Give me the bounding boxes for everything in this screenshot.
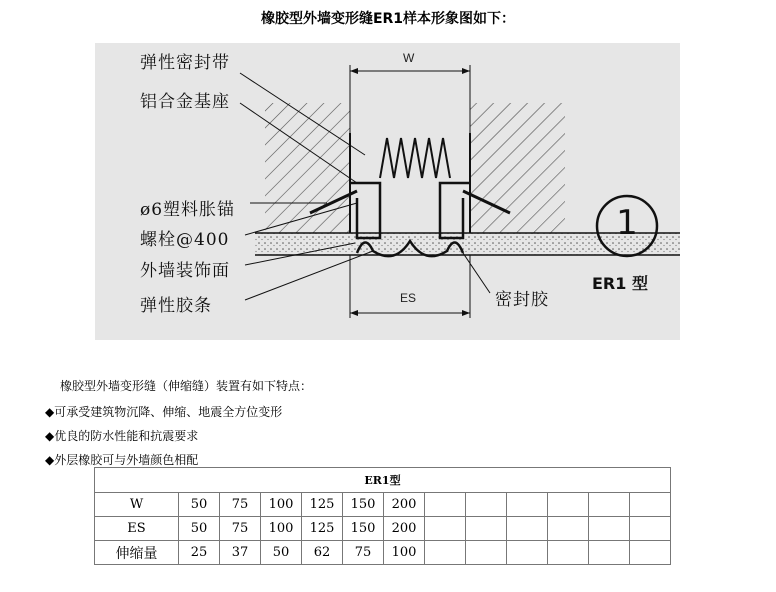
table-caption: ER1型	[95, 468, 671, 493]
table-row	[95, 517, 671, 541]
table-row	[95, 493, 671, 517]
empty-cell	[548, 517, 589, 541]
table-cell: 50	[179, 493, 220, 517]
table-cell: 100	[261, 517, 302, 541]
page-title: 橡胶型外墙变形缝ER1样本形象图如下：	[260, 11, 516, 27]
features-intro: 橡胶型外墙变形缝（伸缩缝）装置有如下特点：	[60, 379, 313, 393]
row-label: 伸缩量	[95, 541, 179, 565]
row-label: ES	[95, 517, 179, 541]
spec-table	[94, 467, 671, 565]
table-cell: 37	[220, 541, 261, 565]
empty-cell	[548, 493, 589, 517]
dimension-w-label: W	[403, 51, 415, 65]
empty-cell	[507, 493, 548, 517]
empty-cell	[507, 517, 548, 541]
table-cell: 75	[343, 541, 384, 565]
empty-cell	[548, 541, 589, 565]
empty-cell	[425, 541, 466, 565]
label-aluminum-base: 铝合金基座	[140, 92, 230, 112]
empty-cell	[630, 517, 671, 541]
table-cell: 50	[261, 541, 302, 565]
empty-cell	[466, 493, 507, 517]
dimension-es-label: ES	[400, 291, 417, 305]
empty-cell	[589, 493, 630, 517]
table-cell: 125	[302, 517, 343, 541]
table-cell: 50	[179, 517, 220, 541]
empty-cell	[466, 517, 507, 541]
label-rubber-strip: 弹性胶条	[140, 296, 212, 316]
label-plastic-anchor: ø6塑料胀锚	[140, 200, 236, 220]
feature-item: ◆可承受建筑物沉降、伸缩、地震全方位变形	[45, 405, 283, 419]
label-sealant: 密封胶	[495, 290, 549, 310]
table-cell: 75	[220, 493, 261, 517]
table-row	[95, 541, 671, 565]
er1-sample-drawing	[95, 43, 680, 340]
empty-cell	[466, 541, 507, 565]
feature-item: ◆优良的防水性能和抗震要求	[45, 429, 199, 443]
label-wall-finish: 外墙装饰面	[140, 261, 230, 281]
empty-cell	[425, 517, 466, 541]
empty-cell	[630, 541, 671, 565]
table-cell: 200	[384, 517, 425, 541]
table-cell: 125	[302, 493, 343, 517]
table-cell: 150	[343, 517, 384, 541]
table-cell: 200	[384, 493, 425, 517]
type-number-badge: 1	[616, 203, 638, 243]
table-cell: 62	[302, 541, 343, 565]
table-cell: 150	[343, 493, 384, 517]
table-cell: 100	[384, 541, 425, 565]
empty-cell	[589, 541, 630, 565]
row-label: W	[95, 493, 179, 517]
label-elastic-seal-strip: 弹性密封带	[140, 53, 230, 73]
table-cell: 75	[220, 517, 261, 541]
empty-cell	[589, 517, 630, 541]
label-bolt: 螺栓@400	[140, 230, 230, 250]
type-label: ER1 型	[592, 274, 648, 293]
feature-item: ◆外层橡胶可与外墙颜色相配	[45, 453, 199, 467]
empty-cell	[507, 541, 548, 565]
empty-cell	[630, 493, 671, 517]
table-caption-row	[95, 468, 671, 493]
table-cell: 25	[179, 541, 220, 565]
table-cell: 100	[261, 493, 302, 517]
empty-cell	[425, 493, 466, 517]
